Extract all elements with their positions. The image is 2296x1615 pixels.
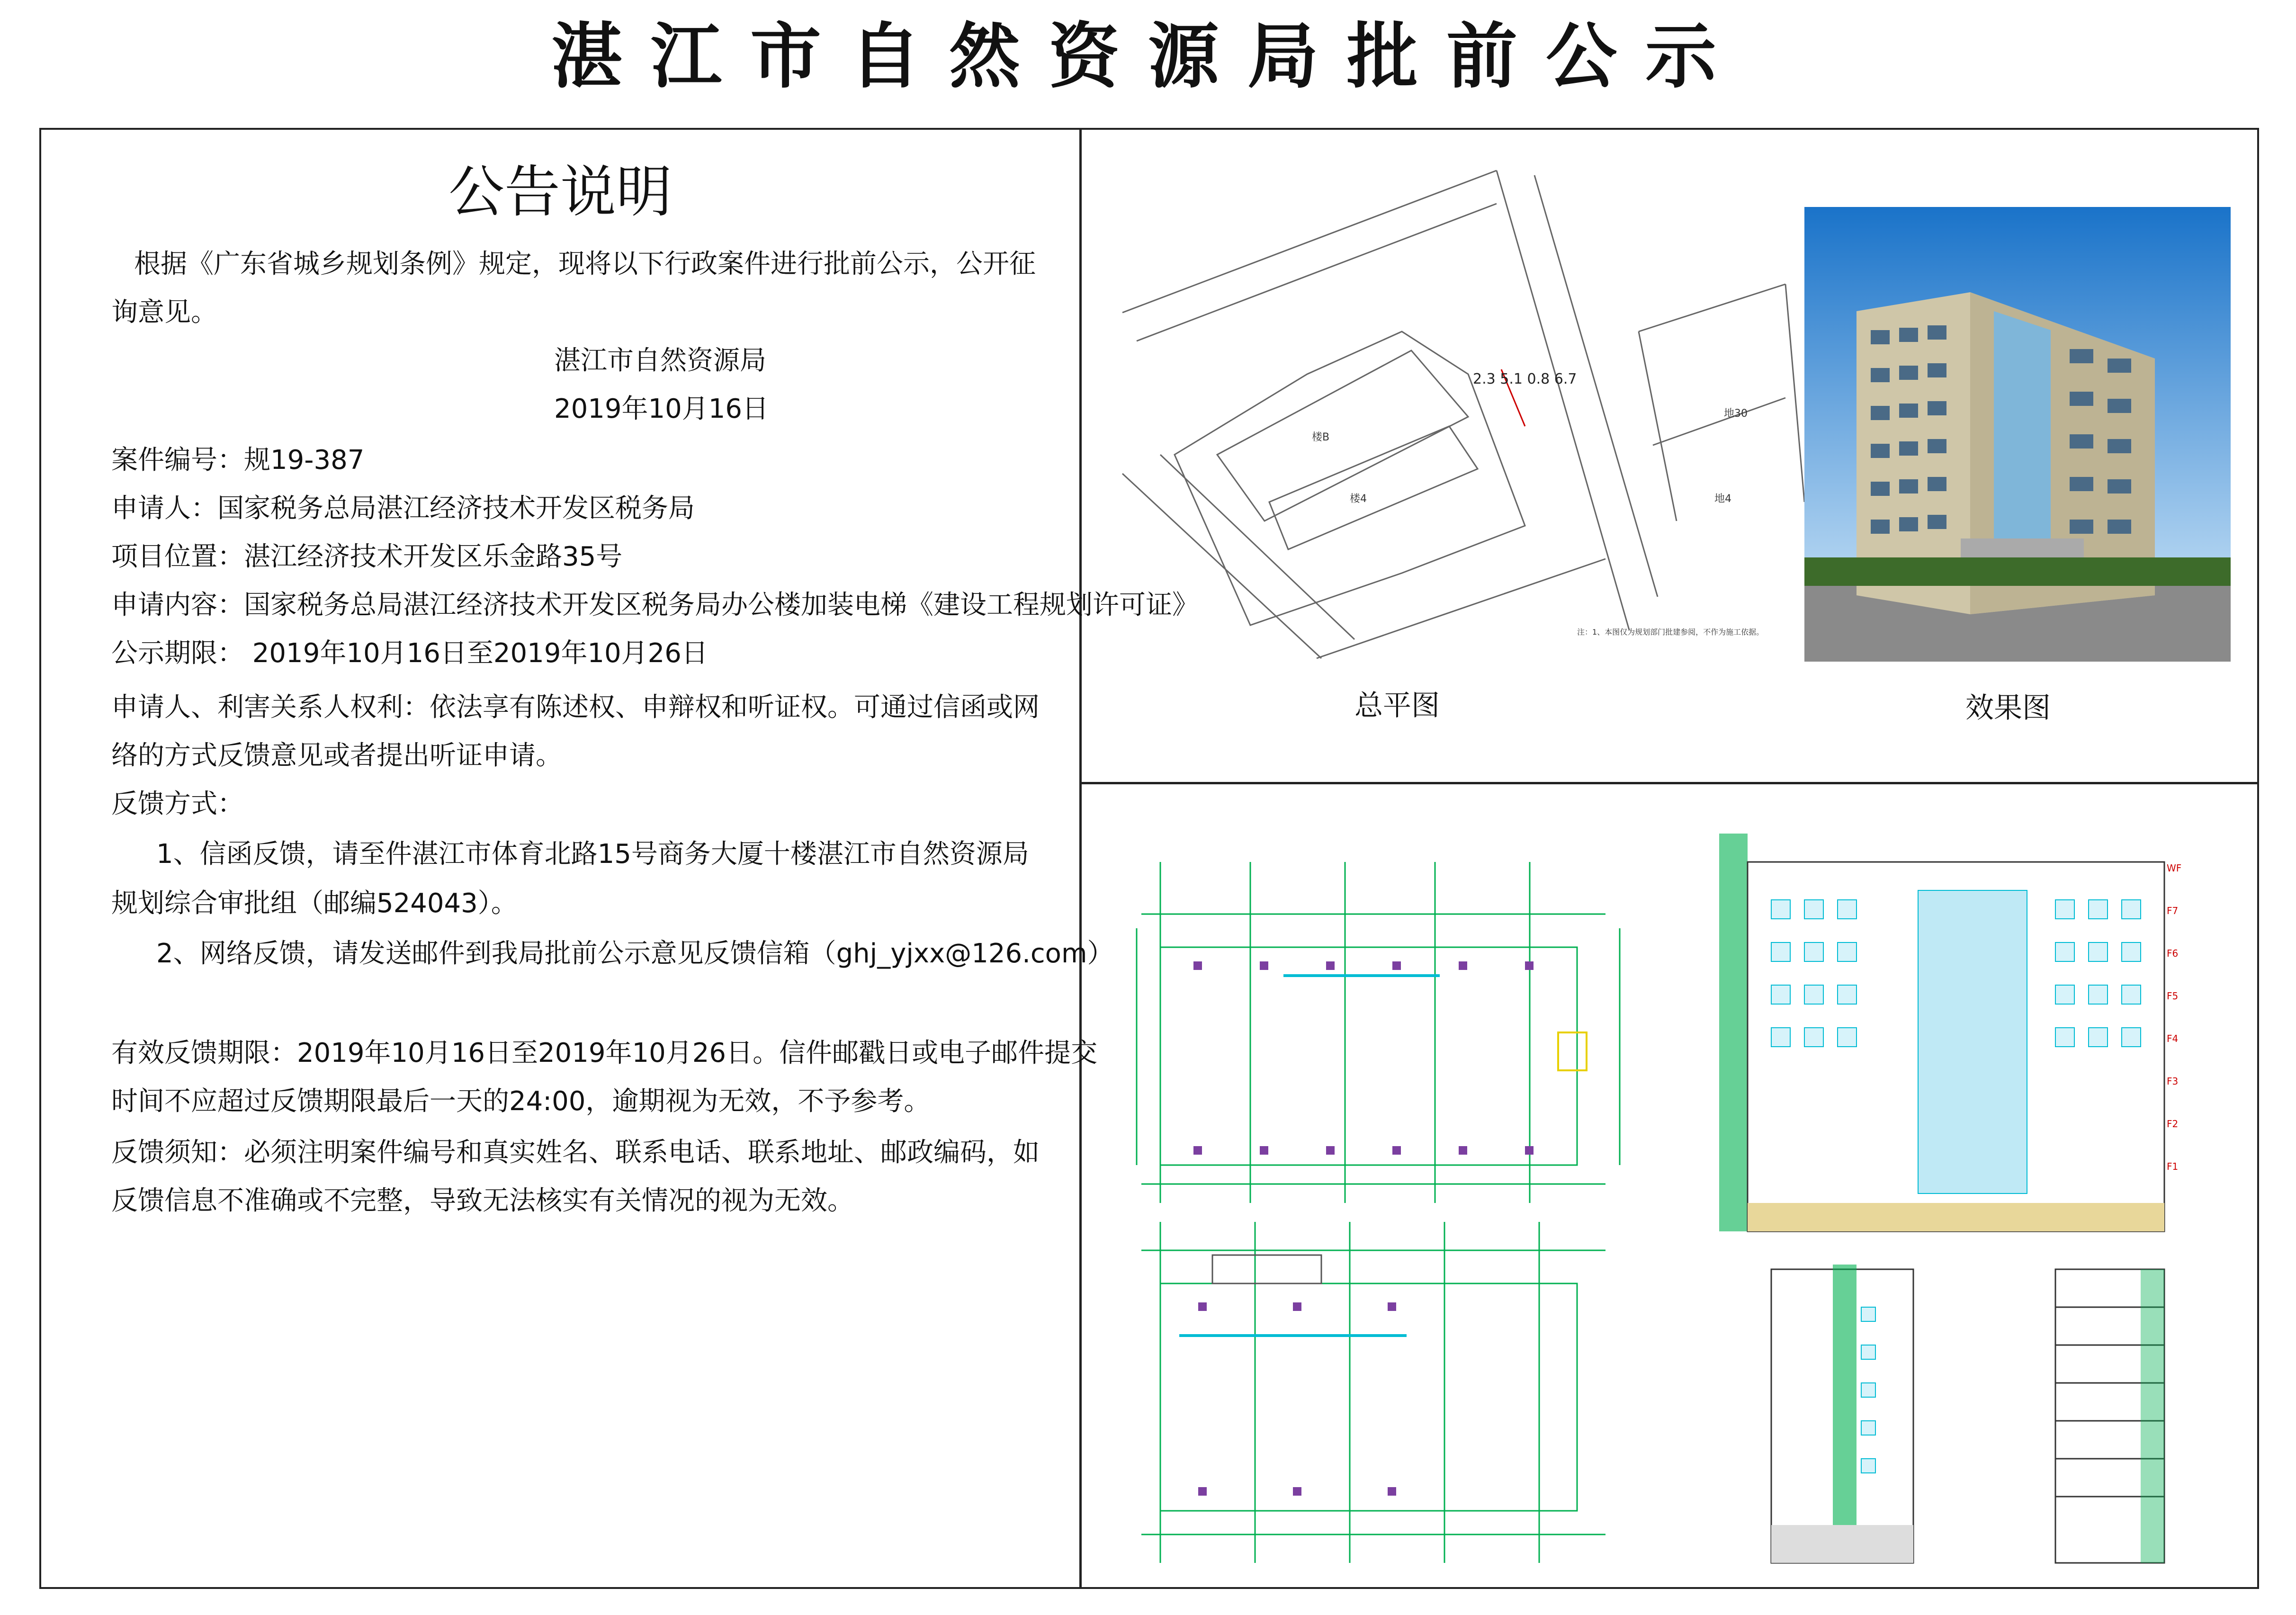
rights-line1: 申请人、利害关系人权利：依法享有陈述权、申辩权和听证权。可通过信函或网 xyxy=(111,692,1040,723)
side-elevation xyxy=(1719,1260,1965,1582)
feedback-heading: 反馈方式： xyxy=(111,789,244,819)
intro-line1: 根据《广东省城乡规划条例》规定，现将以下行政案件进行批前公示，公开征 xyxy=(134,249,1036,279)
floor-plan-ground xyxy=(1103,1212,1672,1572)
floor-f2: F2 xyxy=(2167,1118,2179,1130)
site-plan-note: 注：1、本图仅为规划部门批建参阅，不作为施工依据。 xyxy=(1577,628,1764,637)
feedback-mail-line1: 1、信函反馈，请至件湛江市体育北路15号商务大厦十楼湛江市自然资源局 xyxy=(156,839,1029,870)
notice-title: 公告说明 xyxy=(448,159,672,224)
application-content: 申请内容：国家税务总局湛江经济技术开发区税务局办公楼加装电梯《建设工程规划许可证》 xyxy=(111,590,1199,620)
dimension-label: 2.3 5.1 0.8 6.7 xyxy=(1473,371,1577,387)
floor-f7: F7 xyxy=(2167,905,2179,916)
label-plot-4: 地4 xyxy=(1714,493,1731,505)
floor-f4: F4 xyxy=(2167,1033,2179,1044)
site-plan-caption: 总平图 xyxy=(1354,689,1440,722)
building-rendering xyxy=(1804,207,2231,662)
page-title: 湛江市自然资源局批前公示 xyxy=(551,16,1745,98)
rights-line2: 络的方式反馈意见或者提出听证申请。 xyxy=(111,740,562,771)
label-building-4: 楼4 xyxy=(1350,493,1367,505)
rendering-caption: 效果图 xyxy=(1965,691,2051,725)
site-plan-drawing xyxy=(1108,161,1819,682)
floor-plan-upper xyxy=(1103,843,1672,1212)
floor-f5: F5 xyxy=(2167,990,2179,1002)
notes-line1: 反馈须知：必须注明案件编号和真实姓名、联系电话、联系地址、邮政编码，如 xyxy=(111,1137,1040,1168)
label-plot-30: 地30 xyxy=(1724,408,1748,420)
publicity-period: 公示期限： 2019年10月16日至2019年10月26日 xyxy=(111,638,708,669)
applicant: 申请人：国家税务总局湛江经济技术开发区税务局 xyxy=(111,493,695,524)
notes-line2: 反馈信息不准确或不完整，导致无法核实有关情况的视为无效。 xyxy=(111,1185,854,1216)
floor-f1: F1 xyxy=(2167,1161,2179,1172)
section-drawing xyxy=(2036,1260,2226,1582)
intro-line2: 询意见。 xyxy=(111,297,217,328)
label-building-b: 楼B xyxy=(1312,431,1330,443)
floor-wf: WF xyxy=(2167,862,2182,874)
deadline-line1: 有效反馈期限：2019年10月16日至2019年10月26日。信件邮戳日或电子邮件提交 xyxy=(111,1038,1098,1068)
floor-f6: F6 xyxy=(2167,948,2179,959)
feedback-email: 2、网络反馈，请发送邮件到我局批前公示意见反馈信箱（ghj_yjxx@126.com） xyxy=(156,938,1114,969)
floor-f3: F3 xyxy=(2167,1076,2179,1087)
notice-date: 2019年10月16日 xyxy=(554,394,769,424)
issuer: 湛江市自然资源局 xyxy=(554,345,766,376)
deadline-line2: 时间不应超过反馈期限最后一天的24:00，逾期视为无效，不予参考。 xyxy=(111,1086,931,1117)
feedback-mail-line2: 规划综合审批组（邮编524043）。 xyxy=(111,888,518,919)
front-elevation xyxy=(1677,824,2235,1246)
project-location: 项目位置：湛江经济技术开发区乐金路35号 xyxy=(111,541,623,572)
case-number: 案件编号：规19-387 xyxy=(111,445,365,476)
